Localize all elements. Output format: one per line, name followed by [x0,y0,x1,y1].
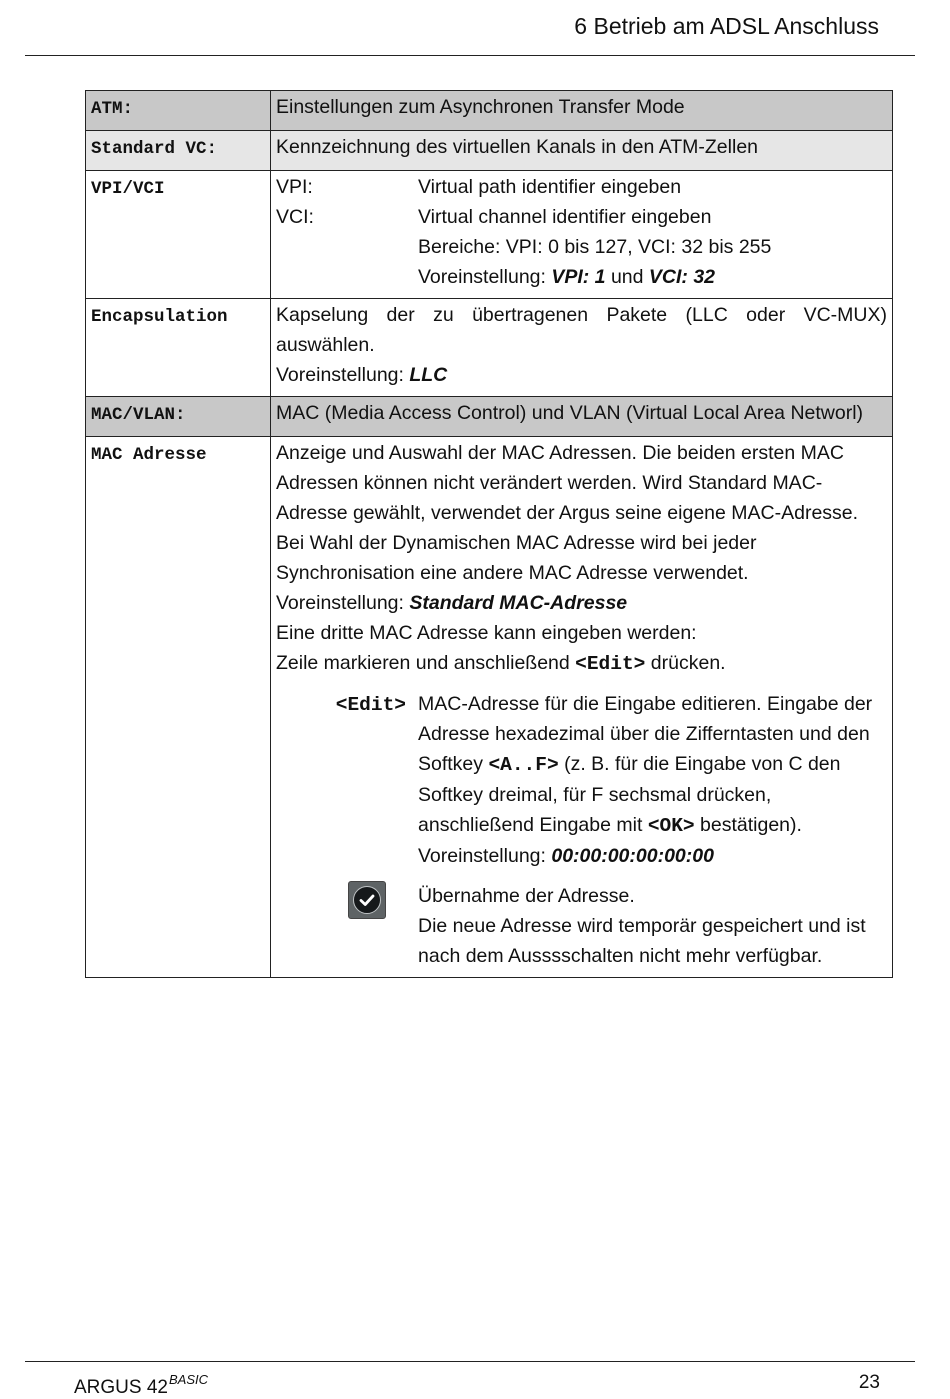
confirm-subrow [276,881,887,971]
row-desc-cell [271,299,893,397]
default-vpi-value: VPI: 1 [551,266,606,288]
mac-default-line [276,588,887,618]
default-prefix: Voreinstellung: [276,592,410,614]
default-value: 00:00:00:00:00:00 [551,845,714,867]
mac-address-text: Anzeige und Auswahl der MAC Adressen. Die beiden ersten MAC Adressen können nicht verändert werden. Wird Standard MAC-Adresse gewählt, verwendet der Argus seine eigene MAC-Adresse. Bei Wahl der Dynamischen MAC Adresse wird bei jeder Synchronisation eine andere MAC Adresse verwendet. [276,442,859,584]
row-desc-cell [271,91,893,131]
encapsulation-default-line [276,360,887,390]
row-label-cell [86,131,271,171]
ok-key: <OK> [647,815,695,837]
confirm-line-1: Übernahme der Adresse. [418,885,635,907]
confirm-icon-cell [276,881,418,971]
row-description: Kennzeichnung des virtuellen Kanals in den ATM-Zellen [276,136,759,158]
checkmark-icon [348,881,386,919]
default-prefix: Voreinstellung: [418,845,552,867]
edit-text-3: bestätigen). [694,814,802,836]
confirm-description [418,881,887,971]
table-row-vpi-vci [86,171,893,299]
edit-key-cell [276,689,418,871]
row-desc-cell [271,171,893,299]
row-desc-cell [271,397,893,437]
table-row-standard-vc [86,131,893,171]
default-value: Standard MAC-Adresse [409,592,628,614]
edit-text [418,689,887,841]
product-suffix: BASIC [168,1372,208,1387]
row-label-cell [86,171,271,299]
edit-description [418,689,887,871]
vpi-key: VPI: [276,176,313,198]
default-value: LLC [409,364,448,386]
row-label: Standard VC: [91,139,218,159]
row-label: MAC/VLAN: [91,405,186,425]
row-desc-cell [271,437,893,978]
edit-key-inline: <Edit> [575,653,646,675]
default-prefix: Voreinstellung: [276,364,410,386]
vpi-vci-default-line [418,262,887,292]
footer-rule [25,1361,915,1362]
table-row-encapsulation [86,299,893,397]
edit-default-line [418,841,887,871]
mark-line [276,648,887,679]
product-name: ARGUS 42 [74,1377,168,1398]
mark-prefix: Zeile markieren und anschließend [276,652,576,674]
default-vci-value: VCI: 32 [648,266,716,288]
edit-text-2: (z. B. für die Eingabe von C den Softkey dreimal, für F sechsmal drücken, anschließend Eingabe mit [418,753,841,836]
row-label: Encapsulation [91,307,228,327]
row-label-cell [86,91,271,131]
vci-line [276,202,887,232]
table-row-mac-address [86,437,893,978]
softkey-af: <A..F> [488,754,559,776]
vpi-line [276,172,887,202]
vci-key: VCI: [276,206,314,228]
row-desc-cell [271,131,893,171]
confirm-line-2: Die neue Adresse wird temporär gespeichert und ist nach dem Ausssschalten nicht mehr verfügbar. [418,915,866,967]
row-description: MAC (Media Access Control) und VLAN (Virtual Local Area Networl) [276,402,864,424]
row-label-cell [86,397,271,437]
table-row-mac-vlan [86,397,893,437]
row-label-cell [86,299,271,397]
third-mac-line: Eine dritte MAC Adresse kann eingeben werden: [276,622,697,644]
table-row-atm [86,91,893,131]
footer-product [74,1372,208,1399]
mark-suffix: drücken. [645,652,726,674]
default-prefix: Voreinstellung: [418,266,552,288]
edit-subrow [276,689,887,871]
header-rule [25,55,915,56]
row-description: Einstellungen zum Asynchronen Transfer Mode [276,96,685,118]
page-number: 23 [858,1372,880,1393]
row-label-cell [86,437,271,978]
row-label: VPI/VCI [91,179,165,199]
edit-key: <Edit> [335,694,406,716]
page-header-title: 6 Betrieb am ADSL Anschluss [574,13,879,39]
vpi-text: Virtual path identifier eingeben [418,176,682,198]
row-label: ATM: [91,99,134,119]
vci-text: Virtual channel identifier eingeben [418,206,712,228]
ranges-line: Bereiche: VPI: 0 bis 127, VCI: 32 bis 255 [418,236,772,258]
settings-table [85,90,893,978]
default-and: und [605,266,649,288]
encapsulation-text: Kapselung der zu übertragenen Pakete (LLC oder VC-MUX) auswählen. [276,304,887,356]
edit-text-1: MAC-Adresse für die Eingabe editieren. Eingabe der Adresse hexadezimal über die Zifferntasten und den Softkey [418,693,873,775]
row-label: MAC Adresse [91,445,207,465]
